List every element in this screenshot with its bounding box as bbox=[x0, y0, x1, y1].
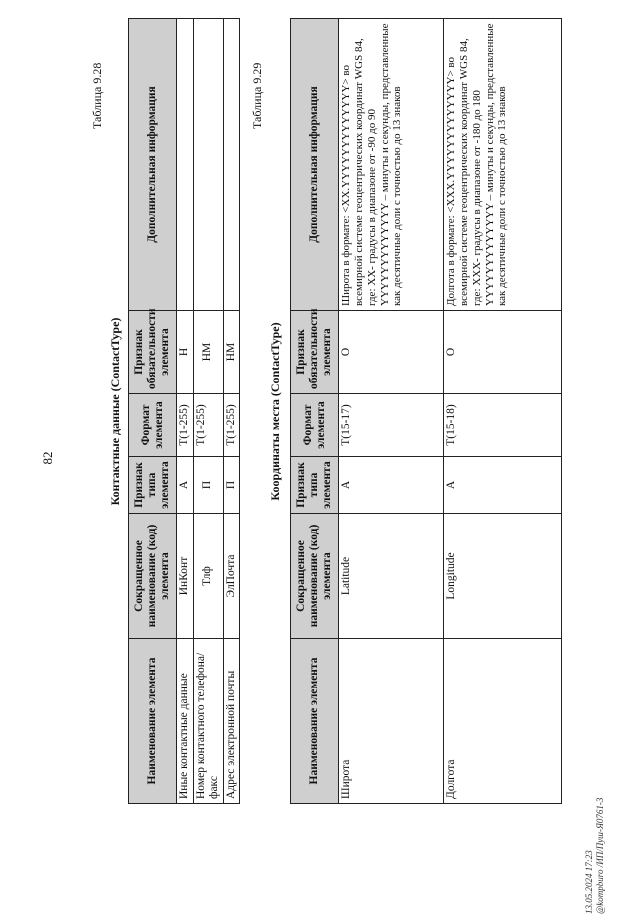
element-info bbox=[223, 19, 240, 311]
table-row bbox=[193, 19, 223, 804]
element-format: T(1-255) bbox=[177, 394, 194, 457]
element-code: Latitude bbox=[339, 514, 444, 639]
element-format: T(1-255) bbox=[193, 394, 223, 457]
column-header: Признак обязательности элемента bbox=[291, 311, 339, 394]
column-header: Признак обязательности элемента bbox=[129, 311, 177, 394]
table-9-29-title: Координаты места (ContactType) bbox=[268, 322, 282, 501]
element-type: А bbox=[177, 457, 194, 514]
table-9-29-label: Таблица 9.29 bbox=[250, 62, 264, 129]
element-info: Долгота в формате: <XXX.YYYYYYYYYYYYY> во всемирной системе геоцентрических координат WGS 84, где: XXX- градусы в диапазоне от -180 до 180 YYYYYYYYYYYYY – минуты и секунды, представленные как десятичные доли с точностью до 13 знаков bbox=[444, 19, 562, 311]
column-header: Сокращенное наименование (код) элемента bbox=[291, 514, 339, 639]
stamp-code: @kompburo /ИП/Пуш-Я0761-3 bbox=[594, 797, 605, 914]
column-header: Признак типа элемента bbox=[291, 457, 339, 514]
contact-data-table bbox=[128, 18, 240, 804]
element-code: Longitude bbox=[444, 514, 562, 639]
element-type: П bbox=[193, 457, 223, 514]
element-code: ИнКонт bbox=[177, 514, 194, 639]
table-header-row bbox=[291, 19, 339, 804]
place-coordinates-table bbox=[290, 18, 562, 804]
element-format: T(15-17) bbox=[339, 394, 444, 457]
column-header: Наименование элемента bbox=[129, 639, 177, 804]
column-header: Дополнительная информация bbox=[291, 19, 339, 311]
table-row bbox=[223, 19, 240, 804]
column-header: Признак типа элемента bbox=[129, 457, 177, 514]
element-type: А bbox=[339, 457, 444, 514]
stamp-date: 13.05.2024 17:23 bbox=[584, 850, 594, 914]
column-header: Формат элемента bbox=[291, 394, 339, 457]
element-info bbox=[193, 19, 223, 311]
table-row bbox=[177, 19, 194, 804]
element-mandatory: О bbox=[444, 311, 562, 394]
element-mandatory: НМ bbox=[193, 311, 223, 394]
element-name: Адрес электронной почты bbox=[223, 639, 240, 804]
table-9-28-label: Таблица 9.28 bbox=[90, 62, 104, 129]
element-name: Широта bbox=[339, 639, 444, 804]
element-name: Долгота bbox=[444, 639, 562, 804]
table-row bbox=[339, 19, 444, 804]
table-9-28-title: Контактные данные (ContactType) bbox=[108, 317, 122, 506]
element-type: А bbox=[444, 457, 562, 514]
page-number: 82 bbox=[40, 451, 55, 465]
print-stamp bbox=[584, 798, 606, 914]
table-row bbox=[444, 19, 562, 804]
element-info: Широта в формате: <XX.YYYYYYYYYYYYY> во всемирной системе геоцентрических координат WGS 84, где: XX- градусы в диапазоне от -90 до 90 YYYYYYYYYYYYY – минуты и секунды, представленные как десятичные доли с точностью до 13 знаков bbox=[339, 19, 444, 311]
element-mandatory: О bbox=[339, 311, 444, 394]
element-name: Номер контактного телефона/факс bbox=[193, 639, 223, 804]
element-name: Иные контактные данные bbox=[177, 639, 194, 804]
element-code: ЭлПочта bbox=[223, 514, 240, 639]
column-header: Наименование элемента bbox=[291, 639, 339, 804]
element-mandatory: Н bbox=[177, 311, 194, 394]
table-header-row bbox=[129, 19, 177, 804]
column-header: Дополнительная информация bbox=[129, 19, 177, 311]
element-format: T(1-255) bbox=[223, 394, 240, 457]
element-info bbox=[177, 19, 194, 311]
element-code: Тлф bbox=[193, 514, 223, 639]
element-type: П bbox=[223, 457, 240, 514]
column-header: Сокращенное наименование (код) элемента bbox=[129, 514, 177, 639]
element-format: T(15-18) bbox=[444, 394, 562, 457]
element-mandatory: НМ bbox=[223, 311, 240, 394]
column-header: Формат элемента bbox=[129, 394, 177, 457]
